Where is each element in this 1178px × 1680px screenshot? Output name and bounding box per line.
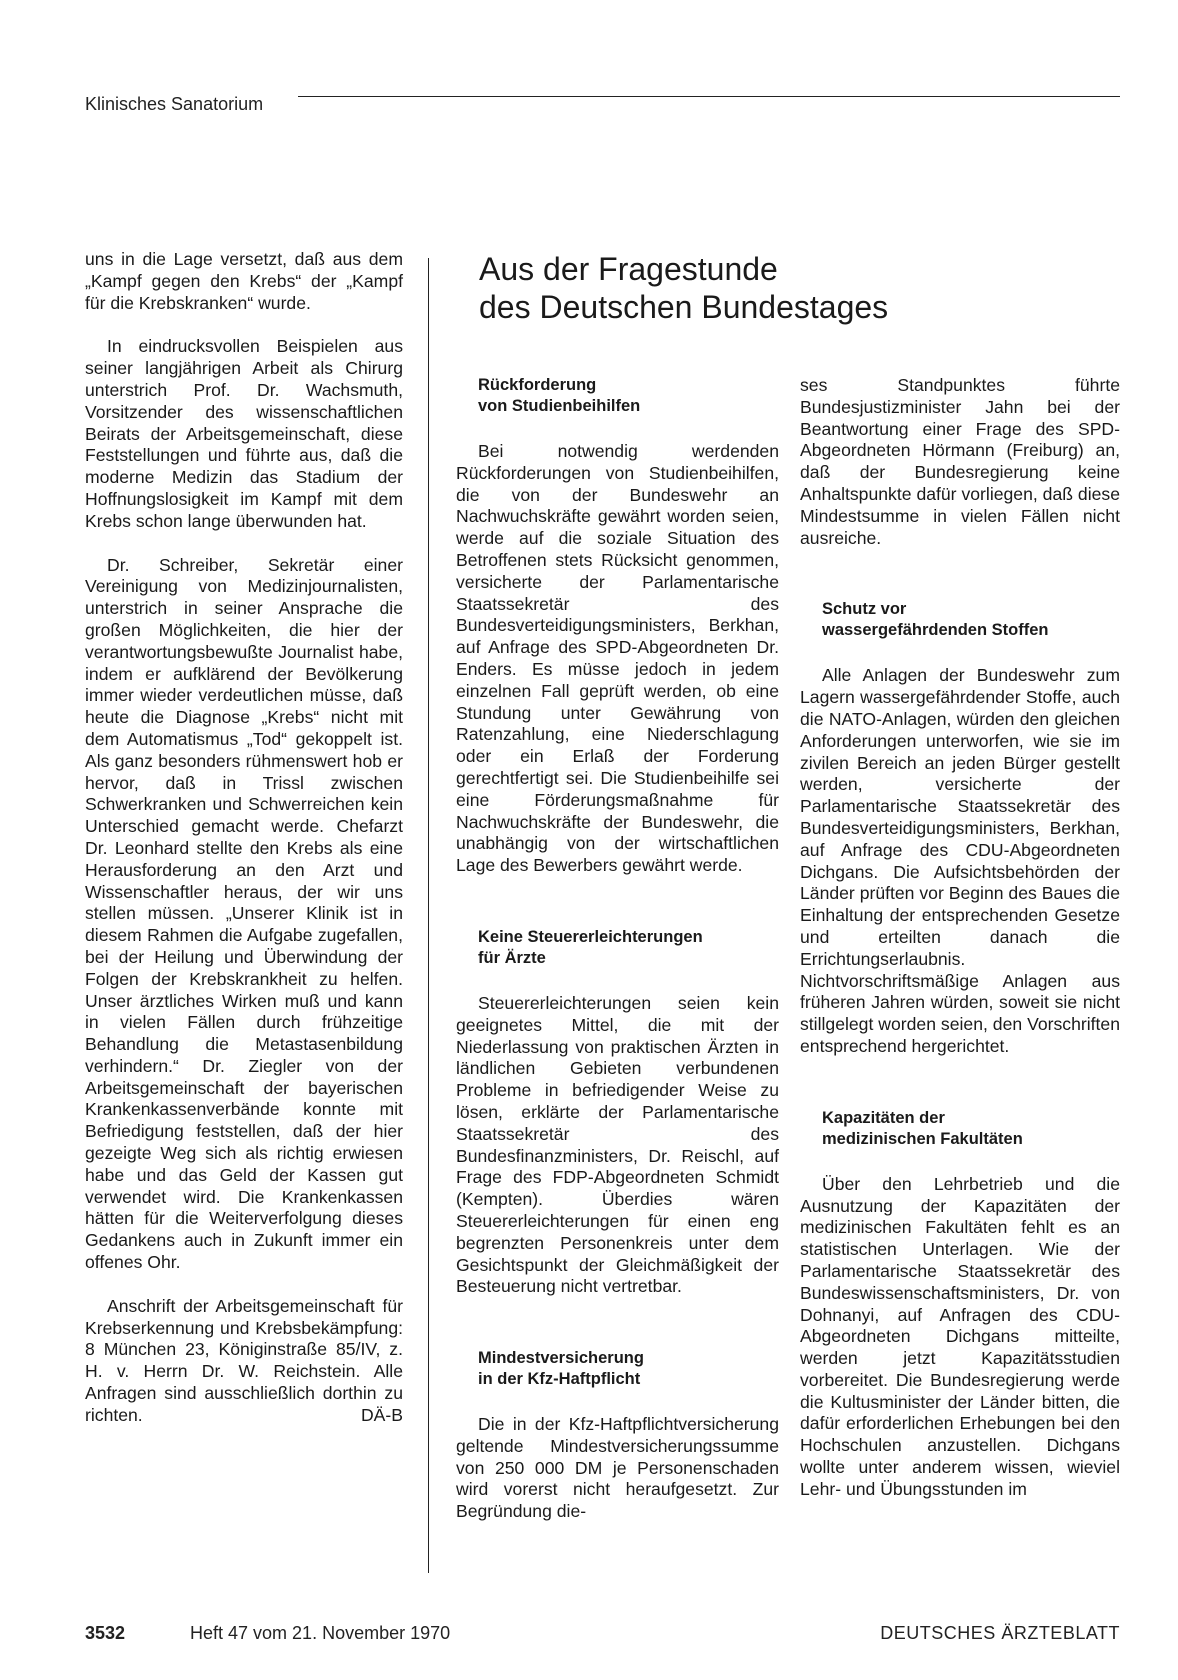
journal-name: DEUTSCHES ÄRZTEBLATT [880, 1623, 1120, 1643]
heading-line: Kapazitäten der [822, 1108, 945, 1127]
section-text: Bei notwendig werdenden Rückforderungen von Studienbeihilfen, die von der Bundeswehr an Nachwuchskräfte gewährt worden seien, werde auf die soziale Situation des Betroffenen stets Rücksicht genommen, versicherte der Parlamentarische Staatssekretär des Bundesverteidigungsministers, Berkhan, auf Anfrage des SPD-Abgeordneten Dr. Enders. Es müsse jedoch in jedem einzelnen Fall geprüft werden, ob eine Stundung unter Gewährung von Ratenzahlung, eine Niederschlagung oder ein Erlaß der Forderung gerechtfertigt sei. Die Studienbeihilfe sei eine Förderungsmaßnahme für Nachwuchskräfte der Bundeswehr, die unabhängig von der wirtschaftlichen Lage des Bewerbers gewährt werde. [456, 441, 779, 876]
middle-column [456, 375, 779, 1523]
issue-info: Heft 47 vom 21. November 1970 [190, 1623, 451, 1643]
heading-line: wassergefährdenden Stoffen [822, 621, 1049, 640]
running-head: Klinisches Sanatorium [85, 94, 264, 114]
section-text: Alle Anlagen der Bundeswehr zum Lagern wassergefährdender Stoffe, auch die NATO-Anlagen, würden den gleichen Anforderungen unterworfen, wie sie im zivilen Bereich an jeden Bürger gestellt werden, versicherte der Parlamentarische Staatssekretär des Bundesverteidigungsministers, Berkhan, auf Anfrage des CDU-Abgeordneten Dichgans. Die Aufsichtsbehörden der Länder prüften vor Beginn des Baues die Einhaltung der entsprechenden Gesetze und erteilten danach die Errichtungserlaubnis. Nichtvorschriftsmäßige Anlagen aus früheren Jahren würden, soweit sie nicht stillgelegt worden seien, den Vorschriften entsprechend hergerichtet. [800, 665, 1120, 1056]
heading-line: von Studienbeihilfen [478, 397, 641, 415]
header-rule [298, 96, 1120, 97]
section-text: ses Standpunktes führte Bundesjustizminister Jahn bei der Beantwortung einer Frage des SPD-Abgeordneten Hörmann (Freiburg) an, daß der Bundesregierung keine Anhaltspunkte dafür vorliegen, daß diese Mindestsumme in vielen Fällen nicht ausreiche. [800, 375, 1120, 548]
heading-line: in der Kfz-Haftpflicht [478, 1370, 641, 1389]
section-heading [800, 599, 1120, 641]
section-heading [456, 1348, 779, 1390]
heading-line: medizinischen Fakultäten [822, 1129, 1023, 1148]
heading-line: Keine Steuererleichterungen [478, 927, 703, 946]
section-heading [456, 927, 779, 969]
section-heading [800, 1108, 1120, 1150]
article-title-line-2: des Deutschen Bundestages [479, 289, 889, 325]
paragraph: Dr. Schreiber, Sekretär einer Vereinigung von Medizinjournalisten, unterstrich in seiner Ansprache die großen Möglichkeiten, die hier der verantwortungsbewußte Journalist habe, indem er aufklärend der Bevölkerung immer wieder verdeutlichen müsse, daß heute die Diagnose „Krebs“ nicht mit dem Automatismus „Tod“ gekoppelt ist. Als ganz besonders rühmenswert hob er hervor, daß in Trissl zwischen Schwerkranken und Schwerreichen kein Unterschied gemacht werde. Chefarzt Dr. Leonhard stellte den Krebs als eine Herausforderung an den Arzt und Wissenschaftler heraus, der wir uns stellen müssen. „Unserer Klinik ist in diesem Rahmen die Aufgabe zugefallen, bei der Heilung und Überwindung der Folgen der Krebskrankheit zu helfen. Unser ärztliches Wirken muß und kann in vielen Fällen durch frühzeitige Behandlung die Metastasenbildung verhindern.“ Dr. Ziegler von der Arbeitsgemeinschaft der bayerischen Krankenkassenverbände konnte mit Befriedigung feststellen, daß der hier gezeigte Weg sich als richtig erwiesen habe und das Geld der Kassen gut verwendet wird. Die Krankenkassen hätten für die Weiterverfolgung dieses Gedankens auch in Zukunft immer ein offenes Ohr. [85, 554, 403, 1273]
paragraph: uns in die Lage versetzt, daß aus dem „Kampf gegen den Krebs“ der „Kampf für die Krebskranken“ wurde. [85, 249, 403, 313]
page-number: 3532 [85, 1623, 126, 1643]
author-signature: DÄ-B [360, 1404, 403, 1425]
address-text: Anschrift der Arbeitsgemeinschaft für Krebserkennung und Krebsbekämpfung: 8 München 23, Königinstraße 85/IV, z. H. v. Herrn Dr. W. Reichstein. Alle Anfragen sind ausschließlich dorthin zu richten. [85, 1295, 403, 1425]
section-text: Die in der Kfz-Haftpflichtversicherung geltende Mindestversicherungssumme von 250 000 DM je Personenschaden wird vorerst nicht heraufgesetzt. Zur Begründung die- [456, 1414, 779, 1522]
left-column [85, 249, 403, 1427]
heading-line: für Ärzte [478, 948, 546, 967]
paragraph: In eindrucksvollen Beispielen aus seiner langjährigen Arbeit als Chirurg unterstrich Prof. Dr. Wachsmuth, Vorsitzender des wissenschaftlichen Beirats der Arbeitsgemeinschaft, diese Feststellungen und führte aus, daß die moderne Medizin das Stadium der Hoffnungslosigkeit im Kampf mit dem Krebs schon lange überwunden hat. [85, 336, 403, 531]
heading-line: Schutz vor [822, 600, 907, 619]
column-divider [428, 258, 429, 1573]
section-text: Steuererleichterungen seien kein geeignetes Mittel, die mit der Niederlassung von praktischen Ärzten in ländlichen Gebieten verbundenen Probleme in befriedigender Weise zu lösen, erklärte der Parlamentarische Staatssekretär des Bundesfinanzministers, Dr. Reischl, auf Frage des FDP-Abgeordneten Schmidt (Kempten). Überdies wären Steuererleichterungen für einen eng begrenzten Personenkreis unter dem Gesichtspunkt der Gleichmäßigkeit der Besteuerung nicht vertretbar. [456, 992, 779, 1297]
article-title [479, 250, 888, 326]
section-heading [456, 375, 779, 417]
paragraph [85, 1296, 403, 1427]
heading-line: Mindestversicherung [478, 1349, 644, 1368]
heading-line: Rückforderung [478, 376, 597, 394]
article-title-line-1: Aus der Fragestunde [479, 251, 778, 287]
right-column [800, 375, 1120, 1501]
section-text: Über den Lehrbetrieb und die Ausnutzung der Kapazitäten der medizinischen Fakultäten fehlt es an statistischen Unterlagen. Wie der Parlamentarische Staatssekretär des Bundeswissenschaftsministers, Dr. von Dohnanyi, auf Anfragen des CDU-Abgeordneten Dichgans mitteilte, werden jetzt Kapazitätsstudien vorbereitet. Die Bundesregierung werde die Kultusminister der Länder bitten, die dafür erforderlichen Erhebungen bei den Hochschulen anzustellen. Dichgans wollte unter anderem wissen, wieviel Lehr- und Übungsstunden im [800, 1173, 1120, 1499]
